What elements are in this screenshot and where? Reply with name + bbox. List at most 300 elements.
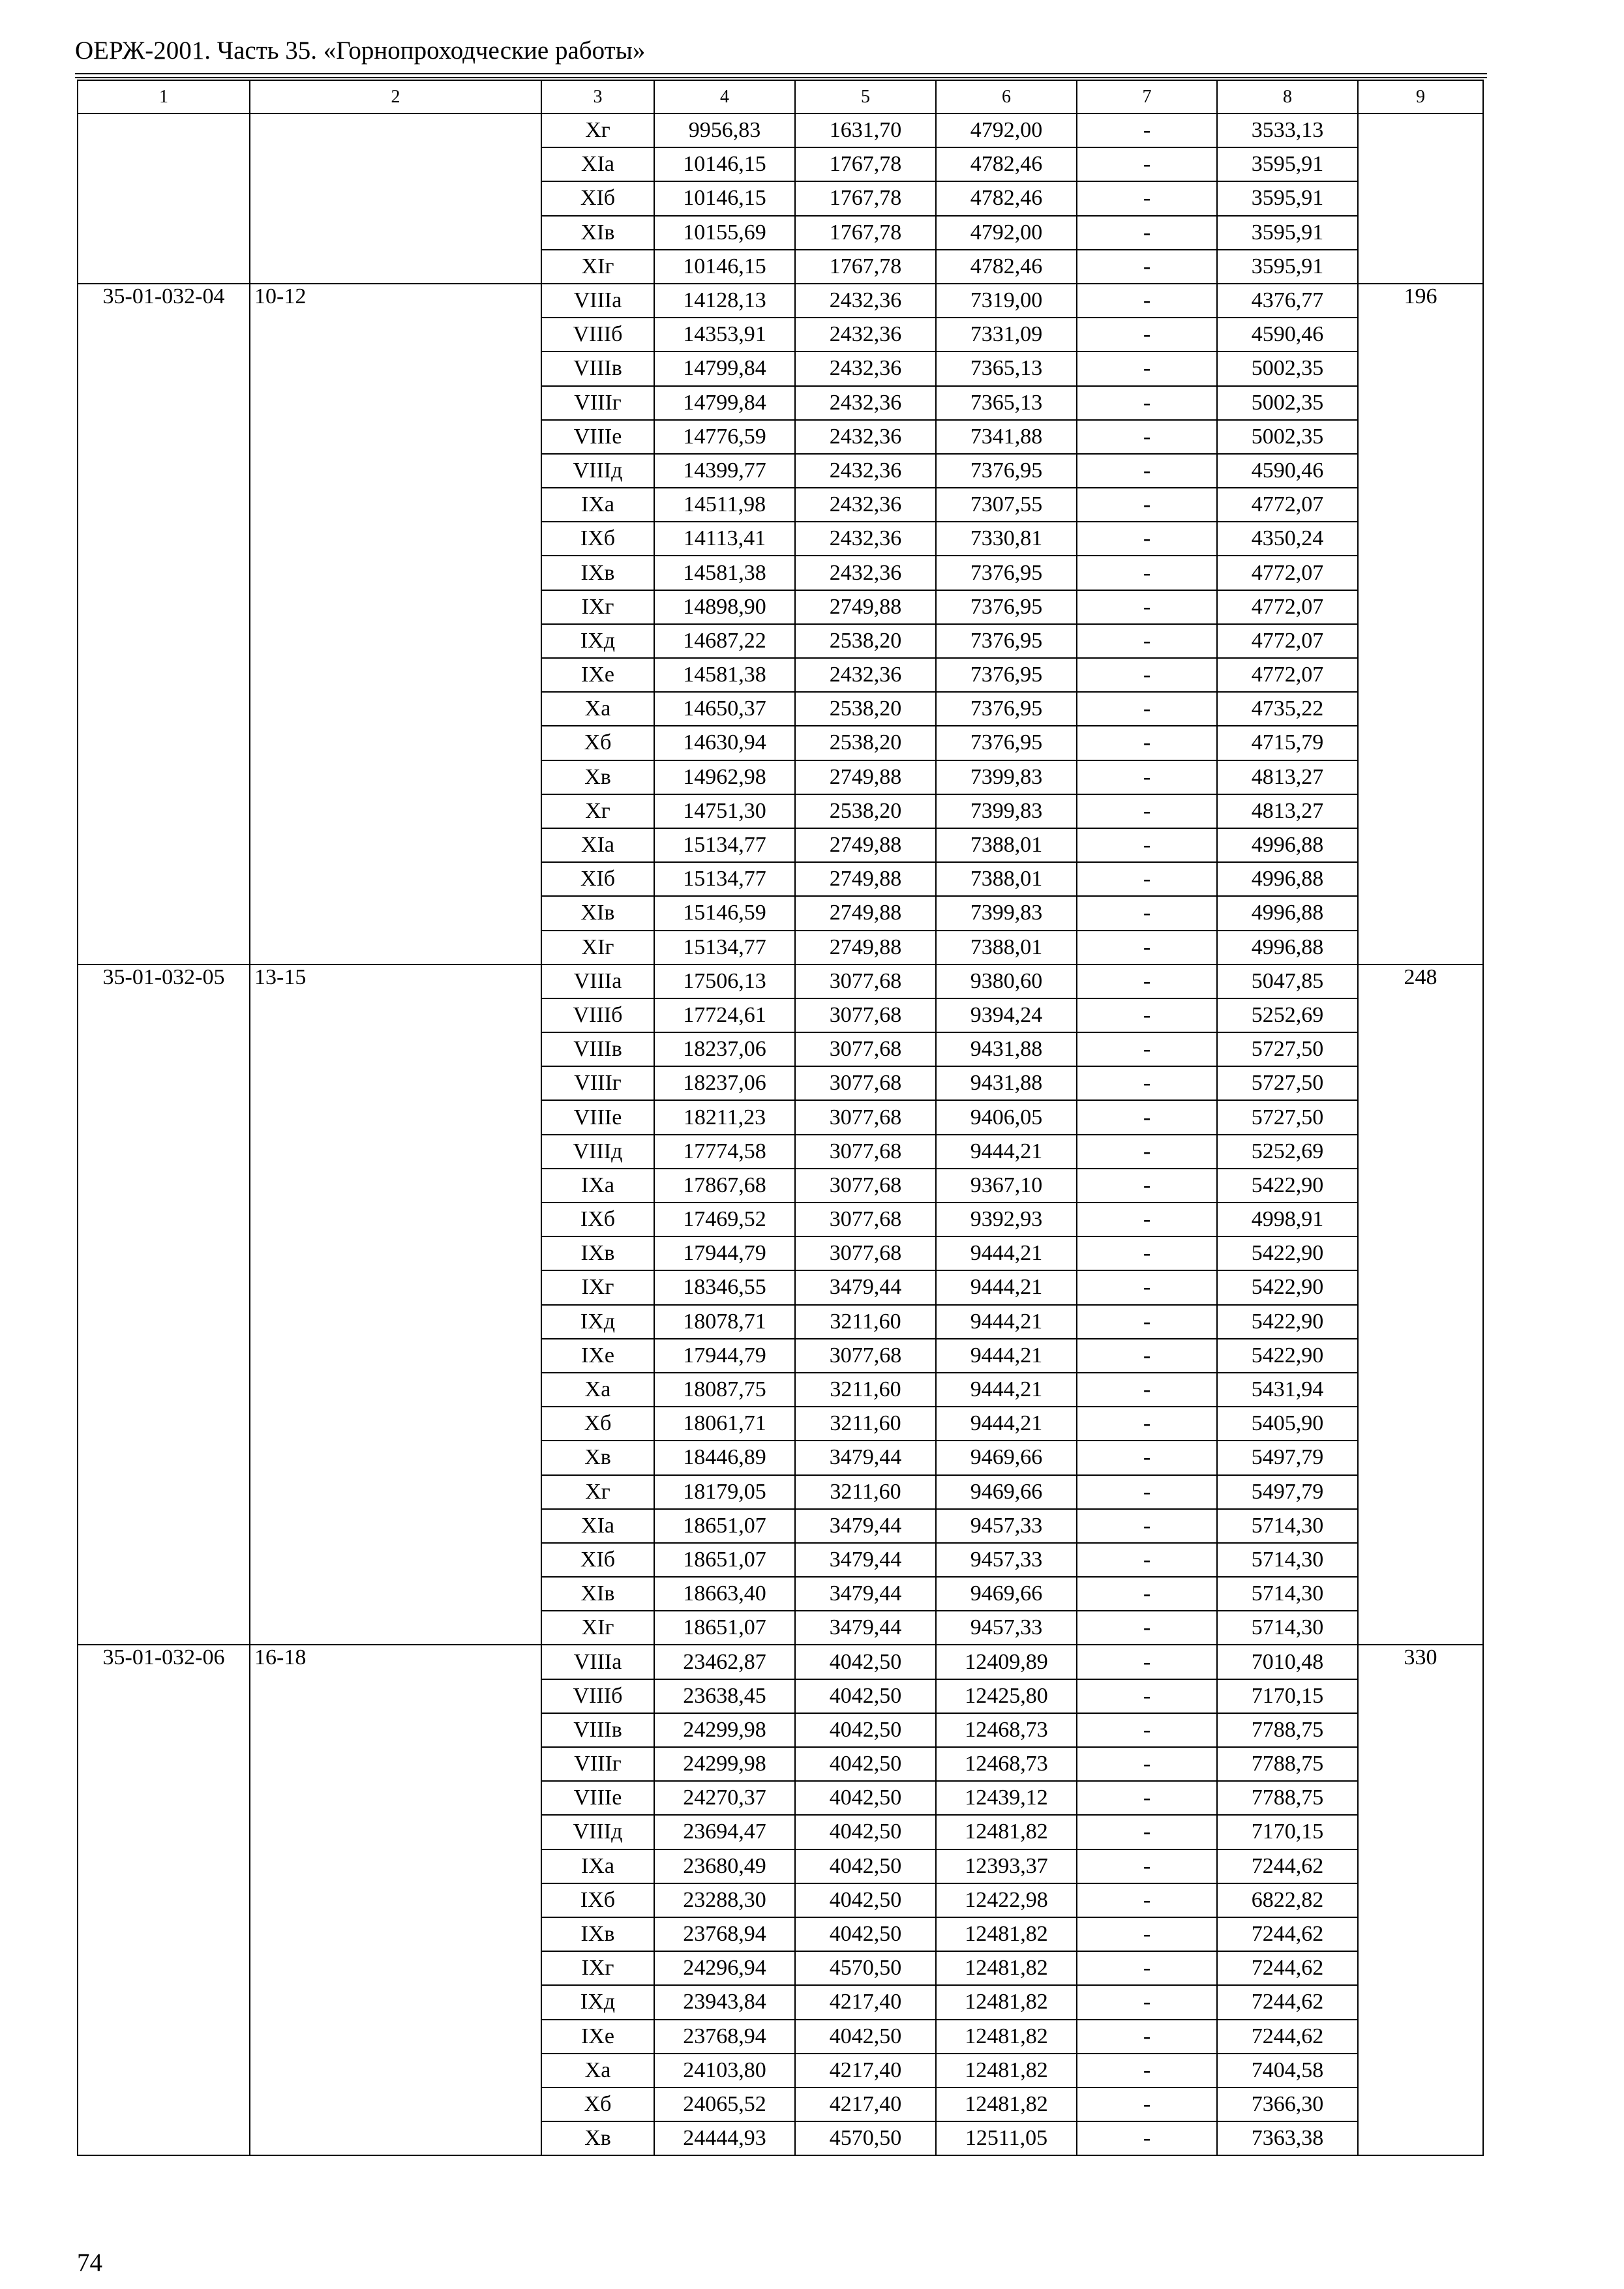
table-row [78, 113, 1483, 147]
dash-cell: - [1077, 522, 1217, 556]
machines-cell: 7388,01 [936, 862, 1077, 896]
wages-cell: 2538,20 [795, 794, 936, 828]
wages-cell: 2749,88 [795, 931, 936, 965]
dash-cell: - [1077, 1270, 1217, 1304]
wages-cell: 3479,44 [795, 1577, 936, 1611]
machines-cell: 4782,46 [936, 147, 1077, 181]
category-cell: Xб [541, 726, 654, 760]
dash-cell: - [1077, 1815, 1217, 1849]
total-cost-cell: 14630,94 [654, 726, 795, 760]
category-cell: VIIIб [541, 998, 654, 1032]
category-cell: VIIIв [541, 1713, 654, 1747]
total-cost-cell: 17944,79 [654, 1339, 795, 1373]
materials-cell: 4996,88 [1217, 931, 1358, 965]
wages-cell: 4042,50 [795, 2020, 936, 2054]
machines-cell: 12468,73 [936, 1747, 1077, 1781]
dash-cell: - [1077, 1509, 1217, 1543]
dash-cell: - [1077, 1985, 1217, 2019]
machines-cell: 12481,82 [936, 1917, 1077, 1951]
wages-cell: 2749,88 [795, 590, 936, 624]
materials-cell: 5002,35 [1217, 420, 1358, 454]
dash-cell: - [1077, 1236, 1217, 1270]
category-cell: IXa [541, 1849, 654, 1883]
dash-cell: - [1077, 250, 1217, 284]
column-header: 9 [1358, 80, 1483, 113]
machines-cell: 9469,66 [936, 1475, 1077, 1509]
wages-cell: 3077,68 [795, 1339, 936, 1373]
materials-cell: 7170,15 [1217, 1679, 1358, 1713]
wages-cell: 2432,36 [795, 352, 936, 385]
page-title: ОЕРЖ-2001. Часть 35. «Горнопроходческие работы» [75, 37, 646, 65]
machines-cell: 9444,21 [936, 1407, 1077, 1441]
total-cost-cell: 23680,49 [654, 1849, 795, 1883]
machines-cell: 4782,46 [936, 181, 1077, 215]
dash-cell: - [1077, 828, 1217, 862]
wages-cell: 4217,40 [795, 2087, 936, 2121]
category-cell: IXв [541, 1236, 654, 1270]
category-cell: IXб [541, 1203, 654, 1236]
dash-cell: - [1077, 726, 1217, 760]
category-cell: XIв [541, 216, 654, 250]
total-cost-cell: 10146,15 [654, 250, 795, 284]
machines-cell: 7399,83 [936, 760, 1077, 794]
category-cell: VIIIе [541, 1781, 654, 1815]
machines-cell: 7307,55 [936, 488, 1077, 522]
total-cost-cell: 24299,98 [654, 1713, 795, 1747]
norm-code-cell: 35-01-032-04 [78, 284, 250, 965]
materials-cell: 4590,46 [1217, 318, 1358, 352]
column-header: 2 [250, 80, 541, 113]
wages-cell: 4042,50 [795, 1883, 936, 1917]
machines-cell: 7376,95 [936, 692, 1077, 726]
page-number: 74 [77, 2249, 102, 2277]
wages-cell: 2749,88 [795, 896, 936, 930]
total-cost-cell: 17469,52 [654, 1203, 795, 1236]
wages-cell: 3479,44 [795, 1441, 936, 1474]
total-cost-cell: 10146,15 [654, 181, 795, 215]
category-cell: XIб [541, 181, 654, 215]
machines-cell: 12439,12 [936, 1781, 1077, 1815]
wages-cell: 3479,44 [795, 1509, 936, 1543]
wages-cell: 3077,68 [795, 1135, 936, 1169]
machines-cell: 9444,21 [936, 1339, 1077, 1373]
dash-cell: - [1077, 488, 1217, 522]
materials-cell: 7170,15 [1217, 1815, 1358, 1849]
machines-cell: 7365,13 [936, 386, 1077, 420]
machines-cell: 7330,81 [936, 522, 1077, 556]
wages-cell: 4570,50 [795, 2121, 936, 2155]
materials-cell: 5714,30 [1217, 1543, 1358, 1577]
materials-cell: 4996,88 [1217, 862, 1358, 896]
total-cost-cell: 14799,84 [654, 352, 795, 385]
total-cost-cell: 23943,84 [654, 1985, 795, 2019]
dash-cell: - [1077, 318, 1217, 352]
total-cost-cell: 14511,98 [654, 488, 795, 522]
materials-cell: 3533,13 [1217, 113, 1358, 147]
column-9-cell: 196 [1358, 284, 1483, 965]
dash-cell: - [1077, 1543, 1217, 1577]
machines-cell: 7376,95 [936, 624, 1077, 658]
dash-cell: - [1077, 2054, 1217, 2087]
materials-cell: 4772,07 [1217, 556, 1358, 590]
materials-cell: 5714,30 [1217, 1577, 1358, 1611]
category-cell: VIIIв [541, 352, 654, 385]
wages-cell: 2538,20 [795, 726, 936, 760]
machines-cell: 12393,37 [936, 1849, 1077, 1883]
machines-cell: 12481,82 [936, 1815, 1077, 1849]
materials-cell: 5727,50 [1217, 1032, 1358, 1066]
materials-cell: 5422,90 [1217, 1236, 1358, 1270]
category-cell: Xв [541, 1441, 654, 1474]
norm-code-cell: 35-01-032-05 [78, 965, 250, 1645]
wages-cell: 3077,68 [795, 1100, 936, 1134]
machines-cell: 9392,93 [936, 1203, 1077, 1236]
dash-cell: - [1077, 1100, 1217, 1134]
machines-cell: 9406,05 [936, 1100, 1077, 1134]
column-header: 1 [78, 80, 250, 113]
category-cell: XIв [541, 1577, 654, 1611]
materials-cell: 5405,90 [1217, 1407, 1358, 1441]
category-cell: Xa [541, 692, 654, 726]
machines-cell: 12481,82 [936, 2020, 1077, 2054]
wages-cell: 3479,44 [795, 1543, 936, 1577]
dash-cell: - [1077, 760, 1217, 794]
category-cell: IXд [541, 624, 654, 658]
materials-cell: 5714,30 [1217, 1611, 1358, 1645]
machines-cell: 9444,21 [936, 1236, 1077, 1270]
category-cell: Xв [541, 760, 654, 794]
category-cell: IXв [541, 1917, 654, 1951]
wages-cell: 1767,78 [795, 216, 936, 250]
materials-cell: 4996,88 [1217, 828, 1358, 862]
category-cell: IXд [541, 1985, 654, 2019]
norm-code-cell [78, 113, 250, 284]
dash-cell: - [1077, 284, 1217, 318]
dash-cell: - [1077, 692, 1217, 726]
materials-cell: 5002,35 [1217, 386, 1358, 420]
category-cell: IXе [541, 2020, 654, 2054]
dash-cell: - [1077, 658, 1217, 692]
total-cost-cell: 17774,58 [654, 1135, 795, 1169]
total-cost-cell: 18651,07 [654, 1543, 795, 1577]
dash-cell: - [1077, 1577, 1217, 1611]
dash-cell: - [1077, 1169, 1217, 1203]
total-cost-cell: 18237,06 [654, 1032, 795, 1066]
materials-cell: 4376,77 [1217, 284, 1358, 318]
category-cell: VIIIa [541, 284, 654, 318]
wages-cell: 2749,88 [795, 760, 936, 794]
column-9-cell: 330 [1358, 1645, 1483, 2155]
category-cell: Xб [541, 2087, 654, 2121]
total-cost-cell: 9956,83 [654, 113, 795, 147]
total-cost-cell: 17724,61 [654, 998, 795, 1032]
wages-cell: 2432,36 [795, 386, 936, 420]
materials-cell: 5714,30 [1217, 1509, 1358, 1543]
dash-cell: - [1077, 1339, 1217, 1373]
total-cost-cell: 14581,38 [654, 556, 795, 590]
dash-cell: - [1077, 2087, 1217, 2121]
table-row [78, 1645, 1483, 1679]
dash-cell: - [1077, 352, 1217, 385]
materials-cell: 5047,85 [1217, 965, 1358, 998]
total-cost-cell: 18237,06 [654, 1066, 795, 1100]
total-cost-cell: 14687,22 [654, 624, 795, 658]
category-cell: VIIIд [541, 1815, 654, 1849]
machines-cell: 9444,21 [936, 1270, 1077, 1304]
column-number-row [78, 80, 1483, 113]
total-cost-cell: 18663,40 [654, 1577, 795, 1611]
wages-cell: 2432,36 [795, 318, 936, 352]
total-cost-cell: 14581,38 [654, 658, 795, 692]
category-cell: VIIIб [541, 1679, 654, 1713]
machines-cell: 12425,80 [936, 1679, 1077, 1713]
wages-cell: 3211,60 [795, 1373, 936, 1407]
machines-cell: 12409,89 [936, 1645, 1077, 1679]
dash-cell: - [1077, 1203, 1217, 1236]
machines-cell: 7399,83 [936, 794, 1077, 828]
materials-cell: 5422,90 [1217, 1169, 1358, 1203]
category-cell: Xг [541, 1475, 654, 1509]
category-cell: VIIIе [541, 420, 654, 454]
dash-cell: - [1077, 2020, 1217, 2054]
header-rule-top [75, 73, 1487, 74]
machines-cell: 4792,00 [936, 216, 1077, 250]
machines-cell: 9444,21 [936, 1373, 1077, 1407]
dash-cell: - [1077, 1781, 1217, 1815]
dash-cell: - [1077, 1066, 1217, 1100]
materials-cell: 5422,90 [1217, 1339, 1358, 1373]
wages-cell: 3077,68 [795, 1066, 936, 1100]
dash-cell: - [1077, 998, 1217, 1032]
materials-cell: 6822,82 [1217, 1883, 1358, 1917]
materials-cell: 5497,79 [1217, 1441, 1358, 1474]
total-cost-cell: 14751,30 [654, 794, 795, 828]
total-cost-cell: 15134,77 [654, 931, 795, 965]
total-cost-cell: 10155,69 [654, 216, 795, 250]
materials-cell: 7010,48 [1217, 1645, 1358, 1679]
materials-cell: 4735,22 [1217, 692, 1358, 726]
category-cell: VIIIе [541, 1100, 654, 1134]
category-cell: XIб [541, 1543, 654, 1577]
wages-cell: 3211,60 [795, 1475, 936, 1509]
machines-cell: 9431,88 [936, 1066, 1077, 1100]
machines-cell: 9367,10 [936, 1169, 1077, 1203]
column-header: 3 [541, 80, 654, 113]
dash-cell: - [1077, 794, 1217, 828]
materials-cell: 5727,50 [1217, 1100, 1358, 1134]
wages-cell: 4570,50 [795, 1951, 936, 1985]
range-cell [250, 113, 541, 284]
materials-cell: 5002,35 [1217, 352, 1358, 385]
machines-cell: 7376,95 [936, 726, 1077, 760]
category-cell: VIIIг [541, 386, 654, 420]
machines-cell: 12481,82 [936, 2054, 1077, 2087]
dash-cell: - [1077, 590, 1217, 624]
category-cell: IXд [541, 1305, 654, 1339]
wages-cell: 4042,50 [795, 1645, 936, 1679]
category-cell: IXб [541, 1883, 654, 1917]
category-cell: Xa [541, 2054, 654, 2087]
dash-cell: - [1077, 113, 1217, 147]
category-cell: XIг [541, 1611, 654, 1645]
machines-cell: 12481,82 [936, 1951, 1077, 1985]
dash-cell: - [1077, 1883, 1217, 1917]
machines-cell: 12422,98 [936, 1883, 1077, 1917]
wages-cell: 3211,60 [795, 1305, 936, 1339]
total-cost-cell: 23768,94 [654, 2020, 795, 2054]
wages-cell: 4042,50 [795, 1781, 936, 1815]
materials-cell: 7788,75 [1217, 1713, 1358, 1747]
wages-cell: 4042,50 [795, 1849, 936, 1883]
machines-cell: 9444,21 [936, 1305, 1077, 1339]
dash-cell: - [1077, 1611, 1217, 1645]
machines-cell: 7331,09 [936, 318, 1077, 352]
materials-cell: 3595,91 [1217, 250, 1358, 284]
total-cost-cell: 17506,13 [654, 965, 795, 998]
materials-cell: 4772,07 [1217, 624, 1358, 658]
table-row [78, 284, 1483, 318]
dash-cell: - [1077, 624, 1217, 658]
category-cell: VIIIб [541, 318, 654, 352]
wages-cell: 4042,50 [795, 1917, 936, 1951]
materials-cell: 4998,91 [1217, 1203, 1358, 1236]
total-cost-cell: 18179,05 [654, 1475, 795, 1509]
category-cell: IXг [541, 590, 654, 624]
machines-cell: 9469,66 [936, 1441, 1077, 1474]
materials-cell: 4350,24 [1217, 522, 1358, 556]
total-cost-cell: 14128,13 [654, 284, 795, 318]
category-cell: VIIIa [541, 965, 654, 998]
materials-cell: 7363,38 [1217, 2121, 1358, 2155]
wages-cell: 2538,20 [795, 624, 936, 658]
category-cell: VIIIв [541, 1032, 654, 1066]
machines-cell: 9394,24 [936, 998, 1077, 1032]
category-cell: IXг [541, 1951, 654, 1985]
total-cost-cell: 23462,87 [654, 1645, 795, 1679]
dash-cell: - [1077, 420, 1217, 454]
machines-cell: 9457,33 [936, 1543, 1077, 1577]
total-cost-cell: 15134,77 [654, 828, 795, 862]
materials-cell: 5422,90 [1217, 1305, 1358, 1339]
materials-cell: 7244,62 [1217, 1951, 1358, 1985]
total-cost-cell: 14353,91 [654, 318, 795, 352]
table-row [78, 965, 1483, 998]
wages-cell: 2432,36 [795, 488, 936, 522]
materials-cell: 5252,69 [1217, 1135, 1358, 1169]
dash-cell: - [1077, 1135, 1217, 1169]
column-header: 5 [795, 80, 936, 113]
total-cost-cell: 24296,94 [654, 1951, 795, 1985]
category-cell: VIIIг [541, 1066, 654, 1100]
machines-cell: 9469,66 [936, 1577, 1077, 1611]
category-cell: Xa [541, 1373, 654, 1407]
category-cell: IXб [541, 522, 654, 556]
dash-cell: - [1077, 1441, 1217, 1474]
wages-cell: 3479,44 [795, 1611, 936, 1645]
machines-cell: 7376,95 [936, 590, 1077, 624]
materials-cell: 5497,79 [1217, 1475, 1358, 1509]
dash-cell: - [1077, 454, 1217, 488]
dash-cell: - [1077, 181, 1217, 215]
dash-cell: - [1077, 1373, 1217, 1407]
materials-cell: 3595,91 [1217, 181, 1358, 215]
machines-cell: 7388,01 [936, 828, 1077, 862]
wages-cell: 3211,60 [795, 1407, 936, 1441]
machines-cell: 7365,13 [936, 352, 1077, 385]
total-cost-cell: 18211,23 [654, 1100, 795, 1134]
machines-cell: 7341,88 [936, 420, 1077, 454]
category-cell: XIб [541, 862, 654, 896]
machines-cell: 9457,33 [936, 1611, 1077, 1645]
column-header: 7 [1077, 80, 1217, 113]
materials-cell: 7244,62 [1217, 1917, 1358, 1951]
machines-cell: 9431,88 [936, 1032, 1077, 1066]
wages-cell: 3077,68 [795, 965, 936, 998]
wages-cell: 3077,68 [795, 1032, 936, 1066]
dash-cell: - [1077, 147, 1217, 181]
machines-cell: 9457,33 [936, 1509, 1077, 1543]
dash-cell: - [1077, 1475, 1217, 1509]
wages-cell: 2432,36 [795, 658, 936, 692]
total-cost-cell: 23768,94 [654, 1917, 795, 1951]
wages-cell: 3077,68 [795, 998, 936, 1032]
materials-cell: 4715,79 [1217, 726, 1358, 760]
machines-cell: 12481,82 [936, 2087, 1077, 2121]
total-cost-cell: 15134,77 [654, 862, 795, 896]
total-cost-cell: 23288,30 [654, 1883, 795, 1917]
wages-cell: 4217,40 [795, 1985, 936, 2019]
total-cost-cell: 23694,47 [654, 1815, 795, 1849]
wages-cell: 1631,70 [795, 113, 936, 147]
dash-cell: - [1077, 216, 1217, 250]
materials-cell: 7244,62 [1217, 1849, 1358, 1883]
materials-cell: 7404,58 [1217, 2054, 1358, 2087]
rates-table-body [78, 113, 1483, 2155]
wages-cell: 3077,68 [795, 1236, 936, 1270]
total-cost-cell: 24444,93 [654, 2121, 795, 2155]
category-cell: XIв [541, 896, 654, 930]
materials-cell: 5422,90 [1217, 1270, 1358, 1304]
wages-cell: 2432,36 [795, 454, 936, 488]
header-rule-bottom [75, 77, 1487, 78]
materials-cell: 3595,91 [1217, 216, 1358, 250]
dash-cell: - [1077, 1917, 1217, 1951]
materials-cell: 5727,50 [1217, 1066, 1358, 1100]
column-9-cell [1358, 113, 1483, 284]
dash-cell: - [1077, 1747, 1217, 1781]
total-cost-cell: 15146,59 [654, 896, 795, 930]
total-cost-cell: 18651,07 [654, 1611, 795, 1645]
materials-cell: 7788,75 [1217, 1781, 1358, 1815]
column-header: 6 [936, 80, 1077, 113]
dash-cell: - [1077, 1032, 1217, 1066]
dash-cell: - [1077, 2121, 1217, 2155]
wages-cell: 4217,40 [795, 2054, 936, 2087]
materials-cell: 4996,88 [1217, 896, 1358, 930]
wages-cell: 3077,68 [795, 1169, 936, 1203]
wages-cell: 2432,36 [795, 556, 936, 590]
machines-cell: 7388,01 [936, 931, 1077, 965]
wages-cell: 2432,36 [795, 284, 936, 318]
dash-cell: - [1077, 1305, 1217, 1339]
machines-cell: 4792,00 [936, 113, 1077, 147]
materials-cell: 5252,69 [1217, 998, 1358, 1032]
category-cell: VIIIд [541, 454, 654, 488]
machines-cell: 4782,46 [936, 250, 1077, 284]
wages-cell: 1767,78 [795, 250, 936, 284]
total-cost-cell: 10146,15 [654, 147, 795, 181]
machines-cell: 7376,95 [936, 454, 1077, 488]
